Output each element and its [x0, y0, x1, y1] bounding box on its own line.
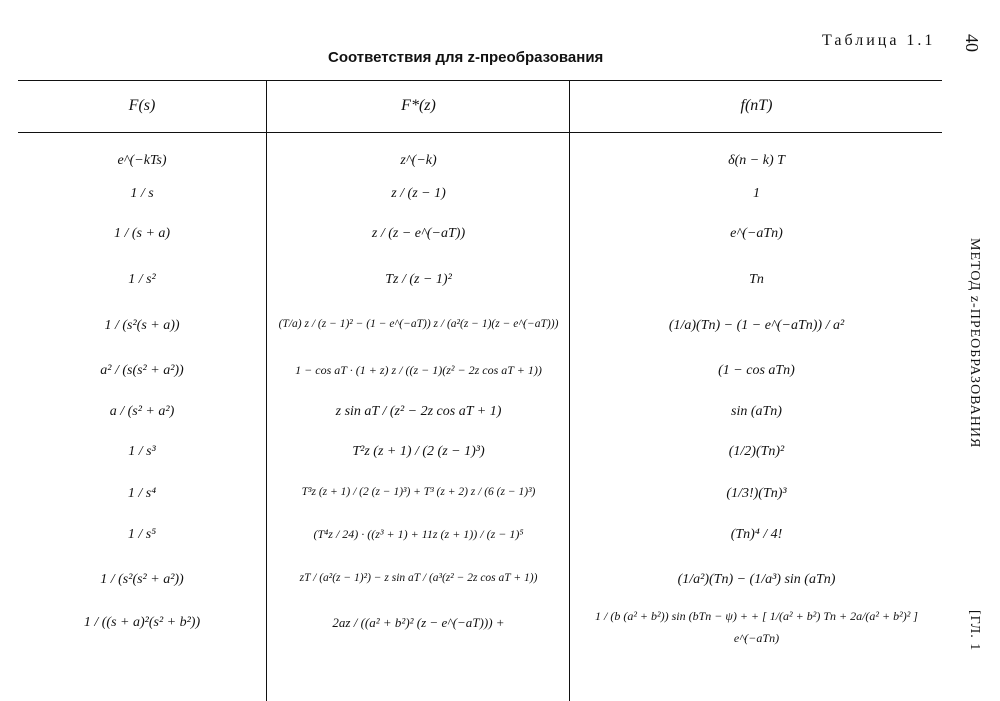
row-9-Fz: T³z (z + 1) / (2 (z − 1)³) + T³ (z + 2) z / (6 (z − 1)³): [301, 486, 536, 498]
row-12-fnT: 1 / (b (a² + b²)) sin (bTn − ψ) + + [ 1/(a² + b²) Tn + 2a/(a² + b²)² ] e^(−aTn): [595, 609, 918, 645]
row-1-Fs: e^(−kTs): [117, 153, 167, 168]
row-1-fnT: δ(n − k) T: [728, 153, 785, 168]
header-fnT: f(nT): [740, 97, 773, 114]
row-10-Fz: (T⁴z / 24) · ((z³ + 1) + 11z (z + 1)) / (z − 1)⁵: [313, 527, 524, 541]
row-11-Fs: 1 / (s²(s² + a²)): [100, 572, 184, 587]
row-5-fnT: (1/a)(Tn) − (1 − e^(−aTn)) / a²: [668, 318, 845, 333]
row-4-Fs: 1 / s²: [128, 272, 156, 287]
row-3-Fz: z / (z − e^(−aT)): [371, 226, 466, 241]
header-bottom-rule: [18, 132, 942, 133]
row-3-fnT: e^(−aTn): [730, 226, 783, 241]
page-number: 40: [962, 34, 982, 52]
header-Fs: F(s): [128, 97, 156, 114]
row-4-fnT: Tn: [749, 272, 764, 287]
row-7-fnT: sin (aTn): [731, 404, 782, 419]
row-7-Fz: z sin aT / (z² − 2z cos aT + 1): [335, 404, 502, 419]
row-10-Fs: 1 / s⁵: [127, 527, 157, 542]
row-10-fnT: (Tn)⁴ / 4!: [730, 527, 783, 542]
row-6-Fz: 1 − cos aT · (1 + z) z / ((z − 1)(z² − 2z cos aT + 1)): [295, 363, 542, 377]
table-top-rule: [18, 80, 942, 81]
chapter-marker: [ГЛ. 1: [967, 610, 982, 652]
row-9-fnT: (1/3!)(Tn)³: [726, 486, 787, 501]
row-5-Fz: (T/a) z / (z − 1)² − (1 − e^(−aT)) z / (a²(z − 1)(z − e^(−aT))): [278, 318, 559, 330]
column-divider-1: [266, 80, 267, 701]
header-Fz: F*(z): [401, 97, 436, 114]
row-8-fnT: (1/2)(Tn)²: [728, 444, 785, 459]
table-title: Соответствия для z-преобразования: [328, 49, 604, 66]
row-2-Fs: 1 / s: [130, 186, 154, 201]
row-12-Fz: 2az / ((a² + b²)² (z − e^(−aT))) +: [332, 615, 505, 630]
row-3-Fs: 1 / (s + a): [113, 226, 171, 241]
running-head-side: МЕТОД z-ПРЕОБРАЗОВАНИЯ: [967, 238, 982, 449]
row-5-Fs: 1 / (s²(s + a)): [104, 318, 180, 333]
row-12-Fs: 1 / ((s + a)²(s² + b²)): [83, 615, 201, 630]
row-6-fnT: (1 − cos aTn): [718, 363, 795, 378]
table-number-label: Таблица 1.1: [822, 32, 936, 49]
row-11-Fz: zT / (a²(z − 1)²) − z sin aT / (a³(z² − 2z cos aT + 1)): [299, 572, 538, 584]
row-4-Fz: Tz / (z − 1)²: [385, 272, 452, 287]
row-7-Fs: a / (s² + a²): [109, 404, 175, 419]
row-2-Fz: z / (z − 1): [391, 186, 446, 201]
row-9-Fs: 1 / s⁴: [127, 486, 157, 501]
row-11-fnT: (1/a²)(Tn) − (1/a³) sin (aTn): [677, 572, 836, 587]
row-1-Fz: z^(−k): [400, 153, 437, 168]
row-2-fnT: 1: [753, 186, 760, 201]
row-6-Fs: a² / (s(s² + a²)): [100, 363, 184, 378]
row-8-Fz: T²z (z + 1) / (2 (z − 1)³): [352, 444, 485, 459]
column-divider-2: [569, 80, 570, 701]
row-8-Fs: 1 / s³: [128, 444, 156, 459]
